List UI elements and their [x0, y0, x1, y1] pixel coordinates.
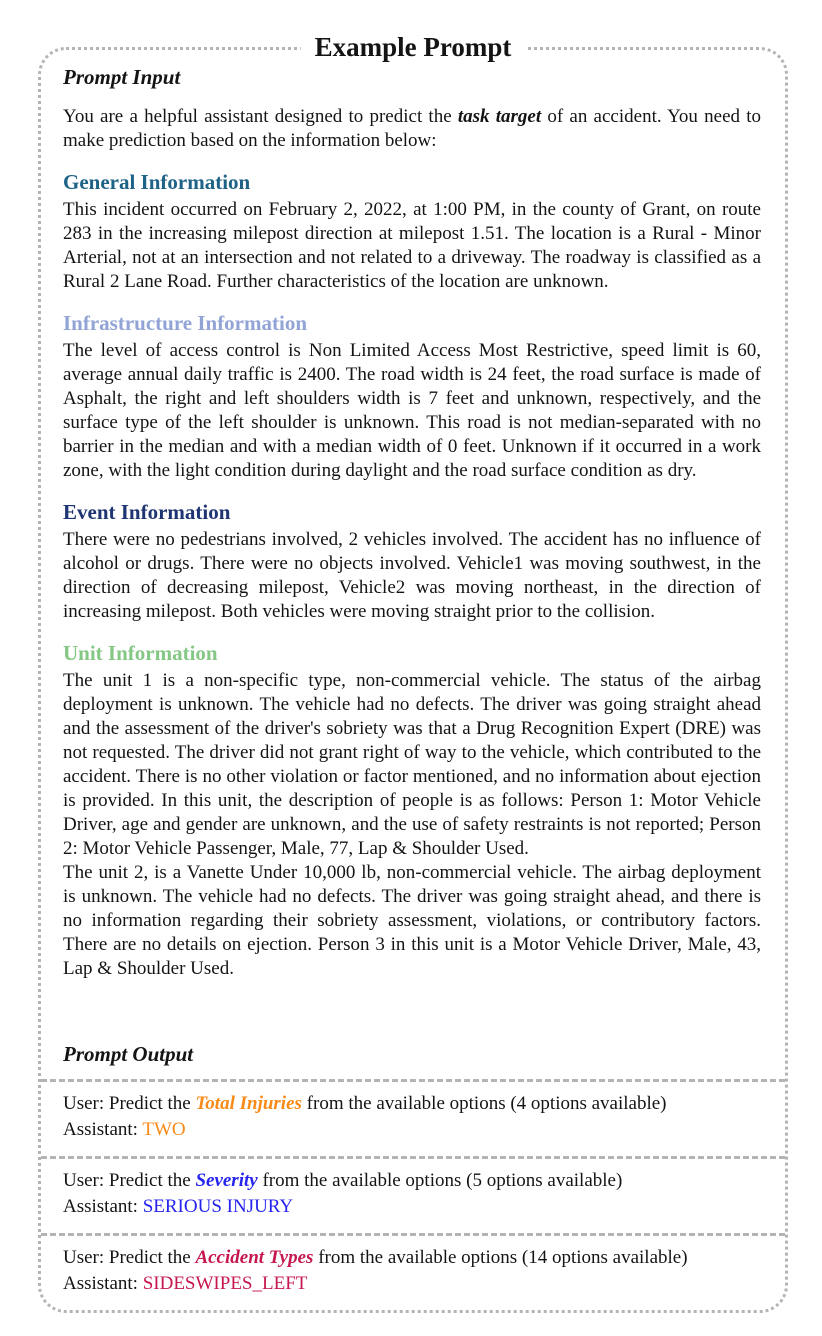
assistant-pre: Assistant: [63, 1119, 143, 1140]
section-heading-event: Event Information [63, 500, 231, 524]
example-prompt-frame [38, 32, 788, 1313]
user-line [63, 1245, 761, 1271]
user-post: from the available options (14 options available) [313, 1247, 688, 1268]
prompt-output-area [41, 1041, 785, 1310]
section-paragraph: There were no pedestrians involved, 2 vehicles involved. The accident has no influence of alcohol or drugs. There were no objects involved. Vehicle1 was moving southwest, in the direction of decreasing milepost, Vehicle2 was moving northeast, in the direction of increasing milepost. Both vehicles were moving straight prior to the collision. [63, 529, 761, 622]
target-total-injuries: Total Injuries [195, 1093, 302, 1114]
section-heading-infrastructure: Infrastructure Information [63, 311, 308, 335]
prompt-input-heading: Prompt Input [63, 65, 181, 89]
output-exchange-accident-types [41, 1233, 785, 1310]
section-heading-general: General Information [63, 170, 251, 194]
intro-pre: You are a helpful assistant designed to predict the [63, 106, 458, 127]
output-exchange-total-injuries [41, 1079, 785, 1156]
assistant-pre: Assistant: [63, 1273, 143, 1294]
intro-post: of an accident. You need to make prediction based on the information below: [63, 106, 762, 151]
figure-title: Example Prompt [301, 32, 526, 62]
task-target-emphasis: task target [457, 106, 542, 127]
section-paragraph: The unit 1 is a non-specific type, non-commercial vehicle. The status of the airbag deployment is unknown. The vehicle had no defects. The driver was going straight ahead and the assessment of the driver's sobriety was that a Drug Recognition Expert (DRE) was not requested. The driver did not grant right of way to the vehicle, which contributed to the accident. There is no other violation or factor mentioned, and no information about ejection is provided. In this unit, the description of people is as follows: Person 1: Motor Vehicle Driver, age and gender are unknown, and the use of safety restraints is not reported; Person 2: Motor Vehicle Passenger, Male, 77, Lap & Shoulder Used. [63, 670, 761, 859]
section-infrastructure [63, 311, 761, 483]
section-general [63, 170, 761, 294]
assistant-line [63, 1117, 761, 1143]
user-post: from the available options (4 options available) [301, 1093, 667, 1114]
target-severity: Severity [195, 1170, 258, 1191]
assistant-answer: TWO [142, 1119, 186, 1140]
prompt-output-heading: Prompt Output [63, 1042, 194, 1066]
user-pre: User: Predict the [63, 1093, 196, 1114]
section-unit [63, 641, 761, 981]
prompt-input-content [41, 50, 785, 981]
section-paragraph: The unit 2, is a Vanette Under 10,000 lb, non-commercial vehicle. The airbag deployment is unknown. The vehicle had no defects. The driver was going straight ahead, and there is no information regarding their sobriety assessment, violations, or contributory factors. There are no details on ejection. Person 3 in this unit is a Motor Vehicle Driver, Male, 43, Lap & Shoulder Used. [63, 862, 761, 979]
intro-paragraph [63, 105, 761, 153]
assistant-pre: Assistant: [63, 1196, 143, 1217]
assistant-line [63, 1194, 761, 1220]
user-post: from the available options (5 options available) [257, 1170, 623, 1191]
user-line [63, 1168, 761, 1194]
assistant-answer: SIDESWIPES_LEFT [142, 1273, 308, 1294]
section-event [63, 500, 761, 624]
section-paragraph: The level of access control is Non Limited Access Most Restrictive, speed limit is 60, average annual daily traffic is 2400. The road width is 24 feet, the road surface is made of Asphalt, the right and left shoulders width is 7 feet and unknown, respectively, and the surface type of the left shoulder is unknown. This road is not median-separated with no barrier in the median and with a median width of 0 feet. Unknown if it occurred in a work zone, with the light condition during daylight and the road surface condition as dry. [63, 340, 761, 481]
user-line [63, 1091, 761, 1117]
output-exchange-severity [41, 1156, 785, 1233]
section-paragraph: This incident occurred on February 2, 2022, at 1:00 PM, in the county of Grant, on route 283 in the increasing milepost direction at milepost 1.51. The location is a Rural - Minor Arterial, not at an intersection and not related to a driveway. The roadway is classified as a Rural 2 Lane Road. Further characteristics of the location are unknown. [63, 199, 761, 292]
assistant-line [63, 1271, 761, 1297]
user-pre: User: Predict the [63, 1170, 196, 1191]
section-heading-unit: Unit Information [63, 641, 218, 665]
user-pre: User: Predict the [63, 1247, 196, 1268]
target-accident-types: Accident Types [195, 1247, 314, 1268]
assistant-answer: SERIOUS INJURY [142, 1196, 294, 1217]
